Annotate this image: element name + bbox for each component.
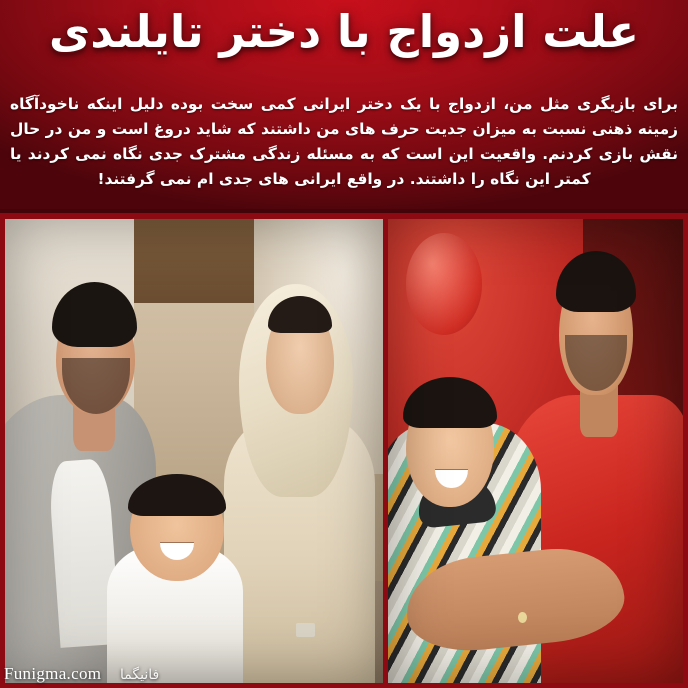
photo-father-and-son-right [388, 219, 683, 683]
poster-body-paragraph: برای بازیگری مثل من، ازدواج با یک دختر ایرانی کمی سخت بوده دلیل اینکه ناخودآگاه زمینه ذهنی نسبت به میزان جدیت حرف های من داشتند که شاید دروغ است و من در حال نقش بازی کردنم. واقعیت این است که به مسئله زندگی مشترک جدی نگاه نمی کردند یا کمتر این نگاه را داشتند. در واقع ایرانی های جدی ام نمی گرفتند! [10, 95, 678, 188]
page-title: علت ازدواج با دختر تایلندی [48, 5, 639, 58]
poster-body-text [10, 92, 678, 192]
right-photo-finger-ring [518, 612, 527, 623]
photo-collage [0, 213, 688, 688]
left-photo-wood-panel-top [134, 219, 255, 303]
right-photo-balloon [406, 233, 483, 335]
poster-header [0, 0, 688, 213]
photo-family-left [5, 219, 383, 683]
left-photo-wristwatch [296, 623, 315, 637]
watermark-site-farsi: فانیگما [120, 667, 160, 683]
watermark-site: Funigma.com [4, 664, 102, 683]
